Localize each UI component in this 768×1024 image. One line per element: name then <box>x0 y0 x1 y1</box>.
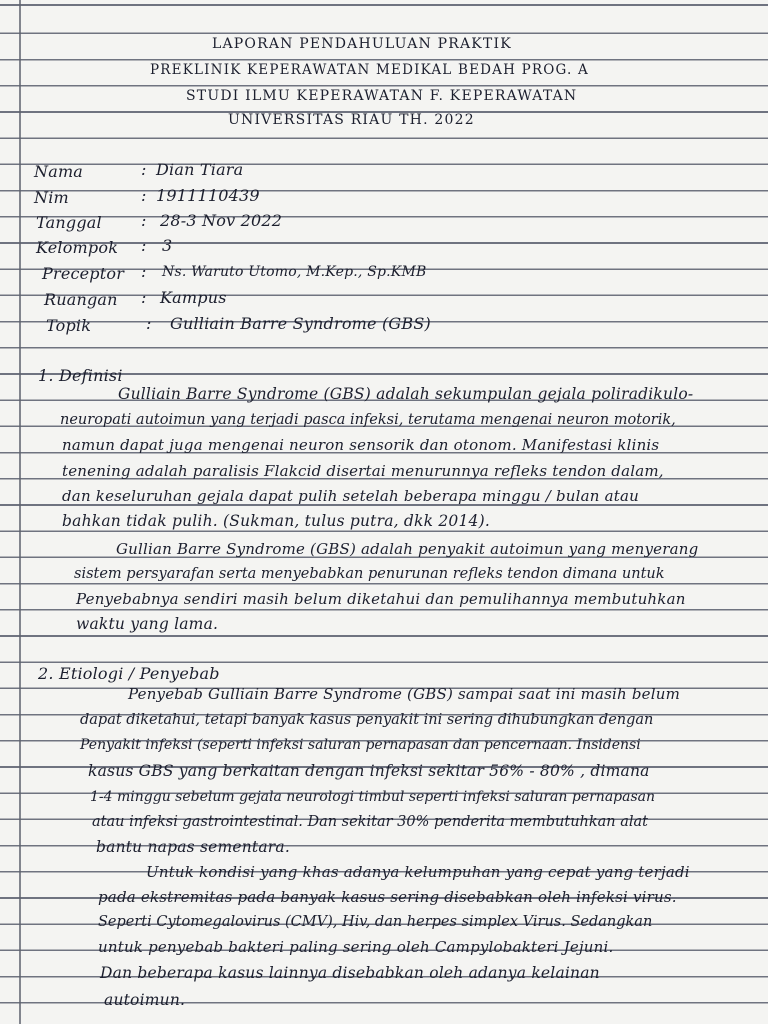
tanggal-label: Tanggal <box>36 213 102 232</box>
topik-value: Gulliain Barre Syndrome (GBS) <box>170 314 431 333</box>
section-1-line: Gullian Barre Syndrome (GBS) adalah penyakit autoimun yang menyerang <box>116 540 699 558</box>
section-2-line: dapat diketahui, tetapi banyak kasus penyakit ini sering dihubungkan dengan <box>80 712 654 728</box>
kelompok-value: 3 <box>162 236 173 255</box>
section-2-line: Dan beberapa kasus lainnya disebabkan oleh adanya kelainan <box>100 964 600 982</box>
kelompok-label: Kelompok <box>36 238 119 257</box>
nama-separator: : <box>141 160 147 179</box>
section-2-heading: 2. Etiologi / Penyebab <box>38 664 220 683</box>
section-1-line: bahkan tidak pulih. (Sukman, tulus putra, dkk 2014). <box>62 512 490 530</box>
section-2-line: Seperti Cytomegalovirus (CMV), Hiv, dan herpes simplex Virus. Sedangkan <box>98 914 653 930</box>
topik-separator: : <box>146 314 152 333</box>
tanggal-separator: : <box>141 211 147 230</box>
preceptor-separator: : <box>141 262 147 281</box>
section-1-line: tenening adalah paralisis Flakcid disertai menurunnya refleks tendon dalam, <box>62 462 664 480</box>
section-2-line: bantu napas sementara. <box>96 838 290 856</box>
section-1-line: dan keseluruhan gejala dapat pulih setelah beberapa minggu / bulan atau <box>62 487 639 505</box>
topik-label: Topik <box>46 316 92 335</box>
section-2-line: Penyebab Gulliain Barre Syndrome (GBS) sampai saat ini masih belum <box>128 685 681 703</box>
section-2-line: untuk penyebab bakteri paling sering oleh Campylobakteri Jejuni. <box>98 938 614 956</box>
section-2-line: 1-4 minggu sebelum gejala neurologi timbul seperti infeksi saluran pernapasan <box>90 789 656 805</box>
header-line-1: LAPORAN PENDAHULUAN PRAKTIK <box>212 36 512 52</box>
section-1-line: Penyebabnya sendiri masih belum diketahui dan pemulihannya membutuhkan <box>76 590 686 608</box>
section-2-line: autoimun. <box>104 991 186 1009</box>
section-2-line: pada ekstremitas pada banyak kasus sering disebabkan oleh infeksi virus. <box>98 888 677 906</box>
preceptor-label: Preceptor <box>42 264 125 283</box>
nim-value: 1911110439 <box>156 186 260 205</box>
nim-label: Nim <box>34 188 69 207</box>
section-1-heading: 1. Definisi <box>38 366 123 385</box>
section-2-line: Penyakit infeksi (seperti infeksi saluran pernapasan dan pencernaan. Insidensi <box>80 737 641 753</box>
tanggal-value: 28-3 Nov 2022 <box>160 211 283 230</box>
preceptor-value: Ns. Waruto Utomo, M.Kep., Sp.KMB <box>162 264 427 280</box>
nama-value: Dian Tiara <box>156 160 244 179</box>
nama-label: Nama <box>34 162 84 181</box>
section-2-line: atau infeksi gastrointestinal. Dan sekitar 30% penderita membutuhkan alat <box>92 814 649 830</box>
kelompok-separator: : <box>141 236 147 255</box>
section-2-line: Untuk kondisi yang khas adanya kelumpuhan yang cepat yang terjadi <box>146 863 690 881</box>
section-1-line: waktu yang lama. <box>76 615 219 633</box>
header-line-2: PREKLINIK KEPERAWATAN MEDIKAL BEDAH PROG. A <box>150 62 589 78</box>
ruangan-label: Ruangan <box>44 290 118 309</box>
margin-line <box>19 0 21 1024</box>
section-1-line: sistem persyarafan serta menyebabkan penurunan refleks tendon dimana untuk <box>74 566 665 582</box>
header-line-3: STUDI ILMU KEPERAWATAN F. KEPERAWATAN <box>186 88 578 104</box>
ruangan-value: Kampus <box>160 288 227 307</box>
section-1-line: neuropati autoimun yang terjadi pasca infeksi, terutama mengenai neuron motorik, <box>60 412 676 428</box>
header-line-4: UNIVERSITAS RIAU TH. 2022 <box>228 112 475 128</box>
section-1-line: namun dapat juga mengenai neuron sensorik dan otonom. Manifestasi klinis <box>62 436 660 454</box>
section-1-line: Gulliain Barre Syndrome (GBS) adalah sekumpulan gejala poliradikulo- <box>118 385 694 403</box>
ruangan-separator: : <box>141 288 147 307</box>
section-2-line: kasus GBS yang berkaitan dengan infeksi sekitar 56% - 80% , dimana <box>88 762 650 780</box>
nim-separator: : <box>141 186 147 205</box>
